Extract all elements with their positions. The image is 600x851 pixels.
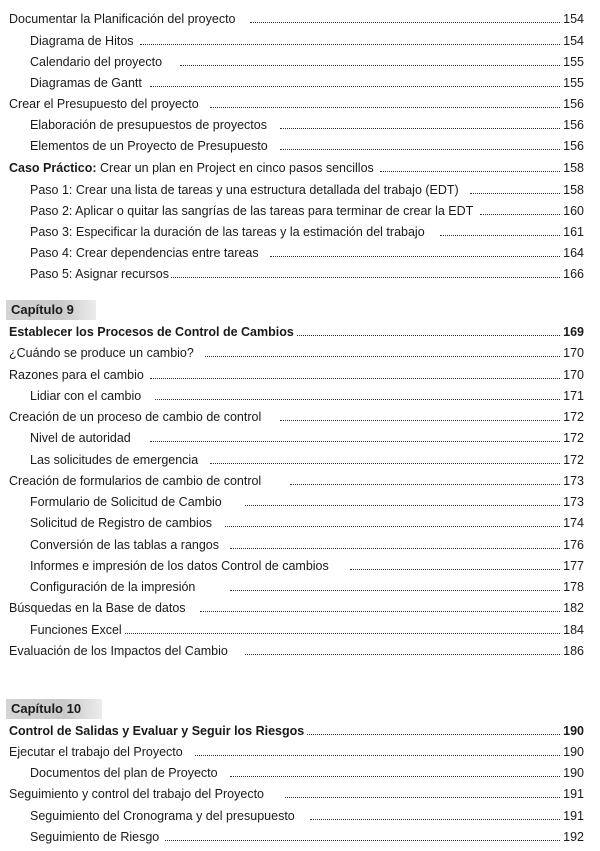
toc-leader — [310, 819, 560, 820]
toc-entry — [0, 243, 600, 263]
toc-entry-title: Seguimiento y control del trabajo del Proyecto — [9, 784, 266, 804]
toc-entry — [0, 784, 600, 804]
toc-entry-title: Informes e impresión de los datos Control de cambios — [30, 556, 331, 576]
toc-entry-page: 154 — [561, 9, 584, 29]
toc-entry — [0, 492, 600, 512]
toc-entry — [0, 264, 600, 284]
toc-entry-title: Creación de formularios de cambio de control — [9, 471, 263, 491]
toc-entry-title: Documentos del plan de Proyecto — [30, 763, 220, 783]
toc-entry-title: Documentar la Planificación del proyecto — [9, 9, 238, 29]
toc-leader — [195, 755, 560, 756]
toc-leader — [250, 22, 560, 23]
toc-entry-page: 184 — [561, 620, 584, 640]
toc-entry — [0, 365, 600, 385]
toc-entry — [0, 577, 600, 597]
toc-entry — [0, 620, 600, 640]
toc-entry-page: 172 — [561, 450, 584, 470]
toc-entry-page: 158 — [561, 158, 584, 178]
toc-leader — [300, 734, 560, 735]
toc-leader — [140, 44, 560, 45]
toc-entry — [0, 471, 600, 491]
toc-leader — [290, 335, 560, 336]
toc-entry-page: 190 — [561, 763, 584, 783]
toc-entry — [0, 827, 600, 847]
toc-entry-page: 177 — [561, 556, 584, 576]
toc-entry — [0, 556, 600, 576]
chapter-heading: Capítulo 9 — [6, 300, 96, 320]
toc-entry-page: 186 — [561, 641, 584, 661]
toc-entry — [0, 450, 600, 470]
toc-entry-title — [9, 158, 376, 178]
toc-leader — [245, 654, 560, 655]
toc-entry-page: 158 — [561, 180, 584, 200]
toc-leader — [230, 548, 560, 549]
toc-entry-page: 171 — [561, 386, 584, 406]
toc-leader — [440, 235, 560, 236]
toc-entry-title: Paso 1: Crear una lista de tareas y una estructura detallada del trabajo (EDT) — [30, 180, 461, 200]
toc-leader — [180, 65, 560, 66]
toc-leader — [150, 86, 560, 87]
toc-leader — [155, 399, 560, 400]
toc-entry — [0, 598, 600, 618]
toc-entry-title: Elaboración de presupuestos de proyectos — [30, 115, 269, 135]
toc-entry — [0, 52, 600, 72]
toc-leader — [280, 420, 560, 421]
toc-entry-title: Ejecutar el trabajo del Proyecto — [9, 742, 185, 762]
toc-entry-page: 156 — [561, 115, 584, 135]
toc-entry-title: Lidiar con el cambio — [30, 386, 143, 406]
toc-leader — [230, 776, 560, 777]
toc-entry — [0, 513, 600, 533]
toc-entry — [0, 322, 600, 342]
toc-leader — [480, 214, 560, 215]
toc-entry-page: 178 — [561, 577, 584, 597]
toc-entry-page: 190 — [561, 742, 584, 762]
toc-entry — [0, 641, 600, 661]
toc-entry — [0, 222, 600, 242]
toc-entry-title: Configuración de la impresión — [30, 577, 197, 597]
toc-entry-title: Conversión de las tablas a rangos — [30, 535, 221, 555]
toc-entry-title: Calendario del proyecto — [30, 52, 164, 72]
toc-entry-page: 156 — [561, 94, 584, 114]
toc-entry-page: 182 — [561, 598, 584, 618]
toc-leader — [470, 193, 560, 194]
toc-entry — [0, 94, 600, 114]
toc-entry — [0, 158, 600, 178]
toc-entry-prefix: Caso Práctico: — [9, 161, 97, 175]
toc-entry — [0, 343, 600, 363]
toc-entry-title: Evaluación de los Impactos del Cambio — [9, 641, 230, 661]
toc-entry-page: 155 — [561, 73, 584, 93]
toc-entry — [0, 386, 600, 406]
toc-entry — [0, 428, 600, 448]
toc-entry-page: 170 — [561, 343, 584, 363]
toc-entry-page: 160 — [561, 201, 584, 221]
toc-leader — [350, 569, 560, 570]
toc-entry — [0, 136, 600, 156]
toc-entry-page: 173 — [561, 471, 584, 491]
toc-leader — [210, 463, 560, 464]
toc-entry-title: Paso 3: Especificar la duración de las tareas y la estimación del trabajo — [30, 222, 427, 242]
toc-entry-title: Diagramas de Gantt — [30, 73, 144, 93]
toc-entry-title: Paso 2: Aplicar o quitar las sangrías de las tareas para terminar de crear la EDT — [30, 201, 475, 221]
toc-entry-page: 172 — [561, 428, 584, 448]
toc-entry-page: 172 — [561, 407, 584, 427]
toc-entry-title: Elementos de un Proyecto de Presupuesto — [30, 136, 270, 156]
toc-entry — [0, 115, 600, 135]
toc-leader — [380, 171, 560, 172]
toc-leader — [170, 277, 560, 278]
toc-entry-page: 191 — [561, 806, 584, 826]
toc-entry-page: 169 — [561, 322, 584, 342]
toc-leader — [125, 633, 560, 634]
toc-leader — [205, 356, 560, 357]
toc-entry-title: Crear el Presupuesto del proyecto — [9, 94, 201, 114]
toc-entry — [0, 180, 600, 200]
toc-entry-page: 191 — [561, 784, 584, 804]
toc-leader — [245, 505, 560, 506]
toc-leader — [230, 590, 560, 591]
toc-entry — [0, 742, 600, 762]
toc-entry-page: 176 — [561, 535, 584, 555]
toc-entry-title: Establecer los Procesos de Control de Cambios — [9, 322, 296, 342]
toc-entry-title: Paso 5: Asignar recursos — [30, 264, 171, 284]
toc-entry-title: Seguimiento del Cronograma y del presupuesto — [30, 806, 297, 826]
toc-entry — [0, 73, 600, 93]
chapter-heading: Capítulo 10 — [6, 699, 102, 719]
toc-leader — [150, 441, 560, 442]
toc-entry-title: Búsquedas en la Base de datos — [9, 598, 188, 618]
toc-leader — [150, 378, 560, 379]
toc-entry-page: 161 — [561, 222, 584, 242]
toc-entry-title: Nivel de autoridad — [30, 428, 133, 448]
toc-entry-page: 174 — [561, 513, 584, 533]
toc-leader — [225, 526, 560, 527]
toc-entry-title: Solicitud de Registro de cambios — [30, 513, 214, 533]
toc-entry-title: Formulario de Solicitud de Cambio — [30, 492, 224, 512]
toc-entry-page: 173 — [561, 492, 584, 512]
toc-entry-page: 170 — [561, 365, 584, 385]
toc-leader — [290, 484, 560, 485]
toc-leader — [285, 797, 560, 798]
toc-entry — [0, 201, 600, 221]
toc-entry-title-rest: Crear un plan en Project en cinco pasos sencillos — [96, 161, 374, 175]
toc-leader — [280, 128, 560, 129]
toc-entry — [0, 31, 600, 51]
toc-entry-page: 190 — [561, 721, 584, 741]
toc-entry — [0, 535, 600, 555]
toc-entry-page: 164 — [561, 243, 584, 263]
toc-entry-page: 154 — [561, 31, 584, 51]
toc-entry-page: 156 — [561, 136, 584, 156]
toc-entry-title: Control de Salidas y Evaluar y Seguir los Riesgos — [9, 721, 306, 741]
toc-entry-title: Diagrama de Hitos — [30, 31, 136, 51]
toc-entry-title: Funciones Excel — [30, 620, 124, 640]
toc-leader — [280, 149, 560, 150]
toc-entry — [0, 806, 600, 826]
toc-entry — [0, 9, 600, 29]
toc-entry-title: Las solicitudes de emergencia — [30, 450, 200, 470]
toc-entry-title: Creación de un proceso de cambio de control — [9, 407, 263, 427]
toc-entry-page: 166 — [561, 264, 584, 284]
toc-leader — [270, 256, 560, 257]
toc-entry — [0, 763, 600, 783]
toc-entry — [0, 721, 600, 741]
toc-leader — [200, 611, 560, 612]
toc-leader — [165, 840, 560, 841]
toc-entry — [0, 407, 600, 427]
toc-entry-page: 192 — [561, 827, 584, 847]
toc-leader — [210, 107, 560, 108]
toc-entry-page: 155 — [561, 52, 584, 72]
toc-entry-title: Seguimiento de Riesgo — [30, 827, 161, 847]
toc-entry-title: ¿Cuándo se produce un cambio? — [9, 343, 196, 363]
toc-entry-title: Paso 4: Crear dependencias entre tareas — [30, 243, 261, 263]
toc-entry-title: Razones para el cambio — [9, 365, 146, 385]
